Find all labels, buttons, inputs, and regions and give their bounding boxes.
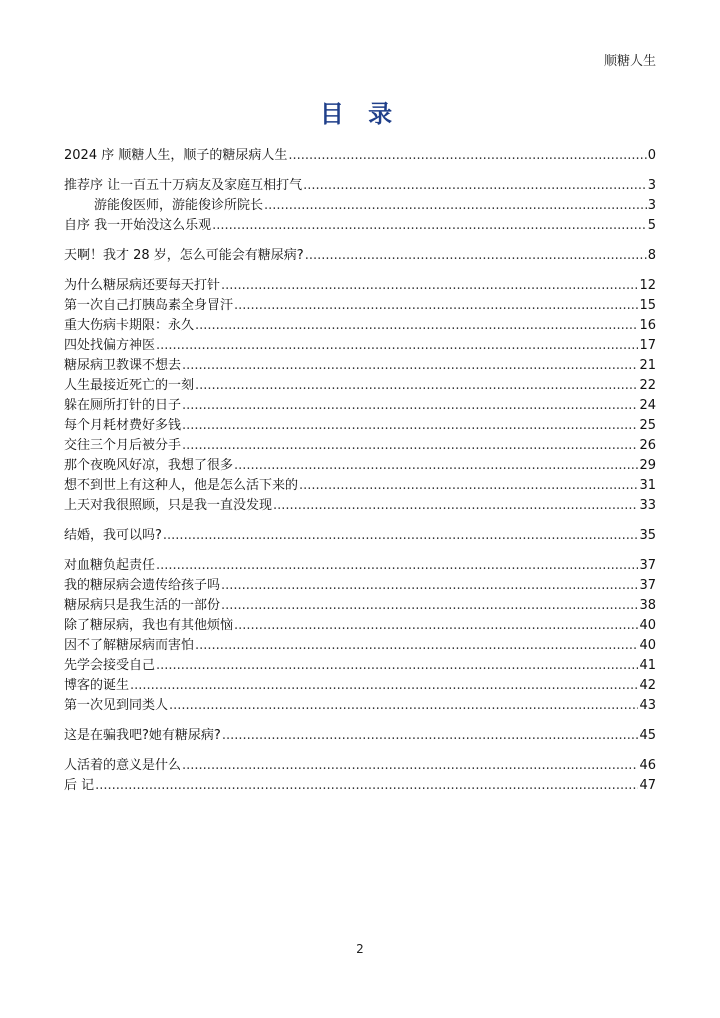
table-of-contents	[64, 146, 656, 796]
toc-entry-page: 5	[647, 218, 656, 233]
toc-entry[interactable]	[64, 296, 656, 316]
dot-leader	[195, 316, 638, 336]
toc-entry[interactable]	[64, 776, 656, 796]
dot-leader	[182, 416, 638, 436]
toc-entry-title: 第一次自己打胰岛素全身冒汗	[64, 298, 234, 313]
toc-entry-title: 那个夜晚风好凉，我想了很多	[64, 458, 234, 473]
toc-entry-page: 47	[639, 778, 656, 793]
toc-entry-page: 12	[639, 278, 656, 293]
dot-leader	[303, 176, 647, 196]
toc-entry[interactable]	[64, 576, 656, 596]
toc-entry[interactable]	[64, 196, 656, 216]
toc-entry-page: 17	[639, 338, 656, 353]
toc-entry[interactable]	[64, 726, 656, 746]
toc-entry[interactable]	[64, 496, 656, 516]
toc-entry-page: 15	[639, 298, 656, 313]
group-spacer	[64, 746, 656, 756]
toc-entry-page: 40	[639, 618, 656, 633]
toc-entry[interactable]	[64, 396, 656, 416]
page-title: 目 录	[319, 100, 401, 128]
toc-entry[interactable]	[64, 656, 656, 676]
toc-entry-page: 42	[639, 678, 656, 693]
toc-entry-title: 糖尿病卫教课不想去	[64, 358, 182, 373]
toc-entry-title: 糖尿病只是我生活的一部份	[64, 598, 221, 613]
toc-entry-page: 37	[639, 558, 656, 573]
toc-entry-title: 因不了解糖尿病而害怕	[64, 638, 195, 653]
toc-entry-page: 24	[639, 398, 656, 413]
toc-entry-page: 0	[647, 148, 656, 163]
dot-leader	[156, 656, 638, 676]
toc-entry[interactable]	[64, 356, 656, 376]
dot-leader	[130, 676, 638, 696]
toc-entry[interactable]	[64, 276, 656, 296]
toc-entry[interactable]	[64, 696, 656, 716]
toc-entry-title: 推荐序 让一百五十万病友及家庭互相打气	[64, 178, 303, 193]
dot-leader	[195, 376, 638, 396]
toc-entry-title: 想不到世上有这种人，他是怎么活下来的	[64, 478, 299, 493]
group-spacer	[64, 546, 656, 556]
toc-entry-page: 26	[639, 438, 656, 453]
group-spacer	[64, 516, 656, 526]
toc-entry-page: 3	[647, 178, 656, 193]
dot-leader	[288, 146, 646, 166]
toc-entry[interactable]	[64, 176, 656, 196]
toc-entry[interactable]	[64, 416, 656, 436]
toc-entry[interactable]	[64, 246, 656, 266]
toc-entry-title: 四处找偏方神医	[64, 338, 156, 353]
toc-entry[interactable]	[64, 756, 656, 776]
dot-leader	[95, 776, 638, 796]
dot-leader	[195, 636, 638, 656]
dot-leader	[222, 726, 639, 746]
toc-entry[interactable]	[64, 636, 656, 656]
dot-leader	[182, 756, 638, 776]
toc-entry-title: 除了糖尿病，我也有其他烦恼	[64, 618, 234, 633]
toc-entry-page: 3	[647, 198, 656, 213]
toc-entry-title: 重大伤病卡期限：永久	[64, 318, 195, 333]
toc-entry-title: 为什么糖尿病还要每天打针	[64, 278, 221, 293]
toc-entry-title: 自序 我一开始没这么乐观	[64, 218, 212, 233]
dot-leader	[234, 616, 638, 636]
group-spacer	[64, 266, 656, 276]
toc-entry-title: 我的糖尿病会遗传给孩子吗	[64, 578, 221, 593]
toc-entry-title: 躲在厕所打针的日子	[64, 398, 182, 413]
toc-entry[interactable]	[64, 616, 656, 636]
toc-entry-page: 31	[639, 478, 656, 493]
toc-entry[interactable]	[64, 676, 656, 696]
toc-entry-page: 29	[639, 458, 656, 473]
page-number: 2	[356, 942, 364, 956]
toc-entry-page: 35	[639, 528, 656, 543]
toc-entry-title: 博客的诞生	[64, 678, 130, 693]
toc-entry-page: 43	[639, 698, 656, 713]
toc-entry-title: 这是在骗我吧?她有糖尿病?	[64, 728, 221, 743]
toc-entry[interactable]	[64, 456, 656, 476]
dot-leader	[221, 276, 638, 296]
toc-entry[interactable]	[64, 216, 656, 236]
toc-entry[interactable]	[64, 376, 656, 396]
dot-leader	[156, 336, 638, 356]
toc-entry[interactable]	[64, 436, 656, 456]
toc-entry-page: 33	[639, 498, 656, 513]
dot-leader	[221, 576, 638, 596]
group-spacer	[64, 716, 656, 726]
toc-entry-page: 25	[639, 418, 656, 433]
toc-entry-title: 上天对我很照顾，只是我一直没发现	[64, 498, 273, 513]
toc-entry[interactable]	[64, 596, 656, 616]
toc-entry[interactable]	[64, 526, 656, 546]
toc-entry-title: 先学会接受自己	[64, 658, 156, 673]
toc-entry-page: 8	[647, 248, 656, 263]
toc-entry-page: 40	[639, 638, 656, 653]
dot-leader	[169, 696, 638, 716]
dot-leader	[163, 526, 639, 546]
toc-entry-page: 16	[639, 318, 656, 333]
toc-entry-page: 38	[639, 598, 656, 613]
toc-entry-page: 45	[639, 728, 656, 743]
dot-leader	[212, 216, 647, 236]
toc-entry-page: 21	[639, 358, 656, 373]
toc-entry-page: 22	[639, 378, 656, 393]
group-spacer	[64, 236, 656, 246]
dot-leader	[221, 596, 638, 616]
toc-entry-page: 46	[639, 758, 656, 773]
toc-entry-title: 交往三个月后被分手	[64, 438, 182, 453]
toc-entry-title: 天啊！我才 28 岁，怎么可能会有糖尿病?	[64, 248, 304, 263]
toc-entry-title: 人生最接近死亡的一刻	[64, 378, 195, 393]
toc-entry[interactable]	[64, 316, 656, 336]
toc-entry-title: 第一次见到同类人	[64, 698, 169, 713]
toc-entry-title: 对血糖负起责任	[64, 558, 156, 573]
toc-entry-title: 每个月耗材费好多钱	[64, 418, 182, 433]
running-header: 顺糖人生	[603, 54, 656, 69]
dot-leader	[182, 396, 638, 416]
dot-leader	[299, 476, 638, 496]
toc-entry[interactable]	[64, 146, 656, 166]
dot-leader	[264, 196, 647, 216]
toc-entry-title: 2024 序 顺糖人生，顺子的糖尿病人生	[64, 148, 288, 163]
toc-entry-page: 37	[639, 578, 656, 593]
dot-leader	[156, 556, 638, 576]
toc-entry[interactable]	[64, 556, 656, 576]
toc-entry-page: 41	[639, 658, 656, 673]
toc-entry-title: 结婚，我可以吗?	[64, 528, 162, 543]
toc-entry[interactable]	[64, 336, 656, 356]
dot-leader	[182, 356, 638, 376]
dot-leader	[182, 436, 638, 456]
group-spacer	[64, 166, 656, 176]
dot-leader	[305, 246, 647, 266]
toc-entry-title: 人活着的意义是什么	[64, 758, 182, 773]
dot-leader	[234, 296, 638, 316]
toc-entry-title: 游能俊医师，游能俊诊所院长	[94, 198, 264, 213]
toc-entry[interactable]	[64, 476, 656, 496]
toc-entry-title: 后 记	[64, 778, 95, 793]
dot-leader	[273, 496, 638, 516]
dot-leader	[234, 456, 638, 476]
